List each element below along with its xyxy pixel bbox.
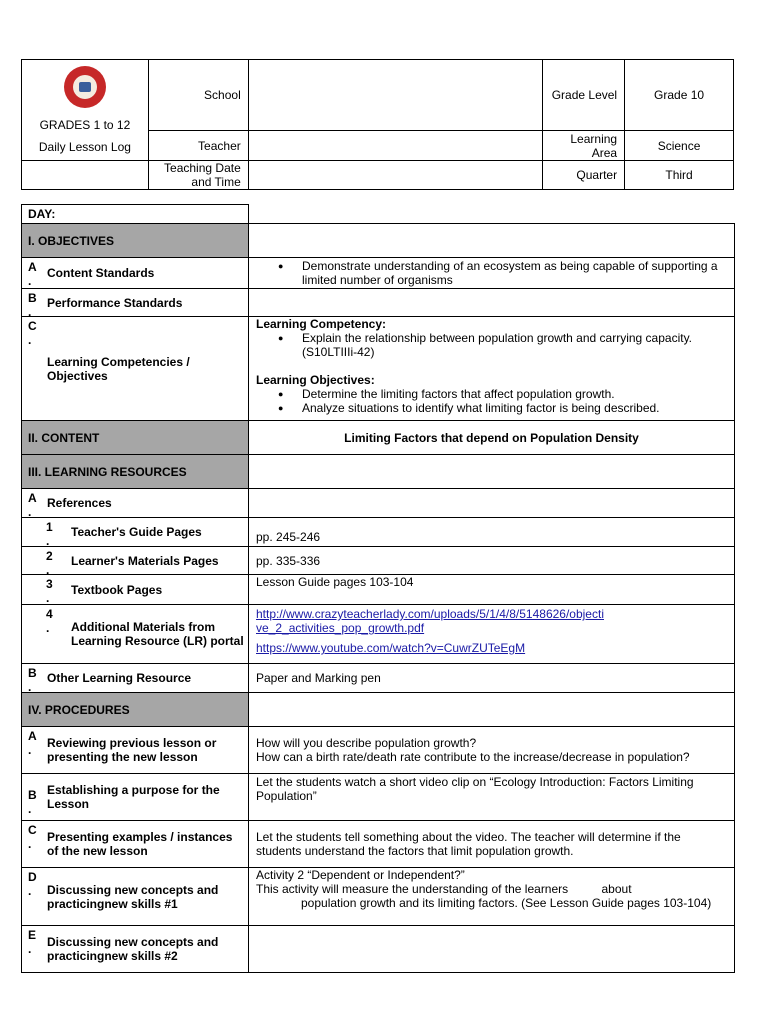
learning-competencies-label [22, 317, 249, 421]
teaching-date-value [248, 161, 542, 190]
discussing-2-value [249, 926, 735, 973]
performance-standards-value [249, 289, 735, 317]
teachers-guide-label [22, 518, 249, 547]
objectives-heading: Learning Objectives: [256, 373, 375, 387]
references-value [249, 489, 735, 518]
other-resource-value: Paper and Marking pen [249, 664, 735, 693]
objectives-title-value [249, 224, 735, 258]
crazyteacherlady-link[interactable]: http://www.crazyteacherlady.com/uploads/5/1/4/8/5148626/objective_2_activities_pop_growth.pdf [256, 607, 604, 635]
other-resource-text: Other Learning Resource [47, 671, 192, 685]
grades-label: GRADES 1 to 12 [39, 118, 131, 132]
discussing-2-label [22, 926, 249, 973]
grade-level-label: Grade Level [543, 60, 625, 131]
letter-a-procedures: A . [28, 729, 37, 757]
presenting-text: Presenting examples / instances of the new lesson [47, 830, 233, 858]
quarter-label: Quarter [543, 161, 625, 190]
content-standards-text: Content Standards [47, 266, 155, 280]
reviewing-line-1: How will you describe population growth? [256, 736, 477, 750]
learning-area-value: Science [625, 131, 734, 161]
letter-a-resources: A . [28, 491, 37, 519]
letter-b: B . [28, 291, 37, 319]
grade-level-value: Grade 10 [625, 60, 734, 131]
header-logo-cell [22, 60, 149, 161]
performance-standards-label [22, 289, 249, 317]
deped-seal-icon [64, 66, 106, 108]
objective-bullet-2: ● Analyze situations to identify what limiting factor is being described. [256, 401, 728, 415]
learning-competencies-value [249, 317, 735, 421]
letter-e-procedures: E . [28, 928, 37, 956]
content-topic: Limiting Factors that depend on Population Density [249, 421, 735, 455]
presenting-label [22, 821, 249, 868]
day-spacer [249, 205, 735, 224]
textbook-label [22, 575, 249, 605]
learning-resources-title: III. LEARNING RESOURCES [22, 455, 249, 489]
header-table [21, 59, 734, 190]
discussing-2-text: Discussing new concepts and practicingnew skills #2 [47, 935, 219, 963]
content-title: II. CONTENT [22, 421, 249, 455]
learning-competencies-text: Learning Competencies / Objectives [47, 354, 190, 383]
establishing-label [22, 774, 249, 821]
references-text: References [47, 496, 112, 510]
discussing-1-value [249, 868, 735, 926]
number-4: 4 . [46, 607, 53, 635]
school-label: School [148, 60, 248, 131]
textbook-value: Lesson Guide pages 103-104 [249, 575, 735, 605]
discussing-1-line-2: This activity will measure the understanding of the learners about [256, 882, 632, 896]
competency-heading: Learning Competency: [256, 317, 387, 331]
learning-area-label: Learning Area [543, 131, 625, 161]
youtube-link[interactable]: https://www.youtube.com/watch?v=CuwrZUTeEgM [256, 641, 526, 655]
content-standards-value [249, 258, 735, 289]
other-resource-label [22, 664, 249, 693]
number-2: 2 . [46, 549, 53, 577]
letter-c-procedures: C . [28, 823, 37, 851]
teacher-value [248, 131, 542, 161]
teaching-date-label: Teaching Date and Time [148, 161, 248, 190]
letter-c: C . [28, 319, 37, 347]
day-label: DAY: [22, 205, 249, 224]
additional-materials-value [249, 605, 735, 664]
references-label [22, 489, 249, 518]
discussing-1-line-1: Activity 2 “Dependent or Independent?” [256, 868, 465, 882]
additional-materials-label [22, 605, 249, 664]
reviewing-text: Reviewing previous lesson or presenting the new lesson [47, 736, 217, 764]
establishing-text: Establishing a purpose for the Lesson [47, 783, 220, 811]
procedures-title-value [249, 693, 735, 727]
letter-b-resources: B . [28, 666, 37, 694]
teacher-label: Teacher [148, 131, 248, 161]
letter-a: A . [28, 260, 37, 288]
competency-bullet: ● Explain the relationship between population growth and carrying capacity. (S10LTIIIi-42) [256, 331, 728, 359]
number-1: 1 . [46, 520, 53, 548]
daily-lesson-log-title: Daily Lesson Log [38, 140, 131, 154]
reviewing-value [249, 727, 735, 774]
lesson-table [21, 204, 735, 973]
reviewing-line-2: How can a birth rate/death rate contribute to the increase/decrease in population? [256, 750, 690, 764]
discussing-1-label [22, 868, 249, 926]
objective-bullet-1: ● Determine the limiting factors that affect population growth. [256, 387, 728, 401]
learners-materials-value: pp. 335-336 [249, 547, 735, 575]
letter-d-procedures: D . [28, 870, 37, 898]
teachers-guide-value: pp. 245-246 [249, 518, 735, 547]
learners-materials-label [22, 547, 249, 575]
school-value [248, 60, 542, 131]
content-standards-label [22, 258, 249, 289]
additional-materials-text: Additional Materials from Learning Resource (LR) portal [71, 620, 244, 648]
discussing-1-line-3: population growth and its limiting factors. (See Lesson Guide pages 103-104) [301, 896, 712, 910]
discussing-1-text: Discussing new concepts and practicingnew skills #1 [47, 882, 219, 911]
presenting-value: Let the students tell something about the video. The teacher will determine if the students understand the factors that limit population growth. [249, 821, 735, 868]
quarter-value: Third [625, 161, 734, 190]
procedures-title: IV. PROCEDURES [22, 693, 249, 727]
reviewing-label [22, 727, 249, 774]
textbook-text: Textbook Pages [71, 582, 163, 597]
teachers-guide-text: Teacher's Guide Pages [71, 525, 202, 539]
header-blank-cell [22, 161, 149, 190]
letter-b-procedures: B . [28, 788, 37, 816]
learning-resources-value [249, 455, 735, 489]
learners-materials-text: Learner's Materials Pages [71, 553, 219, 568]
objectives-title: I. OBJECTIVES [22, 224, 249, 258]
content-standard-bullet: ● Demonstrate understanding of an ecosystem as being capable of supporting a limited number of organisms [256, 259, 728, 287]
number-3: 3 . [46, 577, 53, 605]
establishing-value: Let the students watch a short video clip on “Ecology Introduction: Factors Limiting Population” [249, 774, 735, 821]
performance-standards-text: Performance Standards [47, 295, 183, 310]
